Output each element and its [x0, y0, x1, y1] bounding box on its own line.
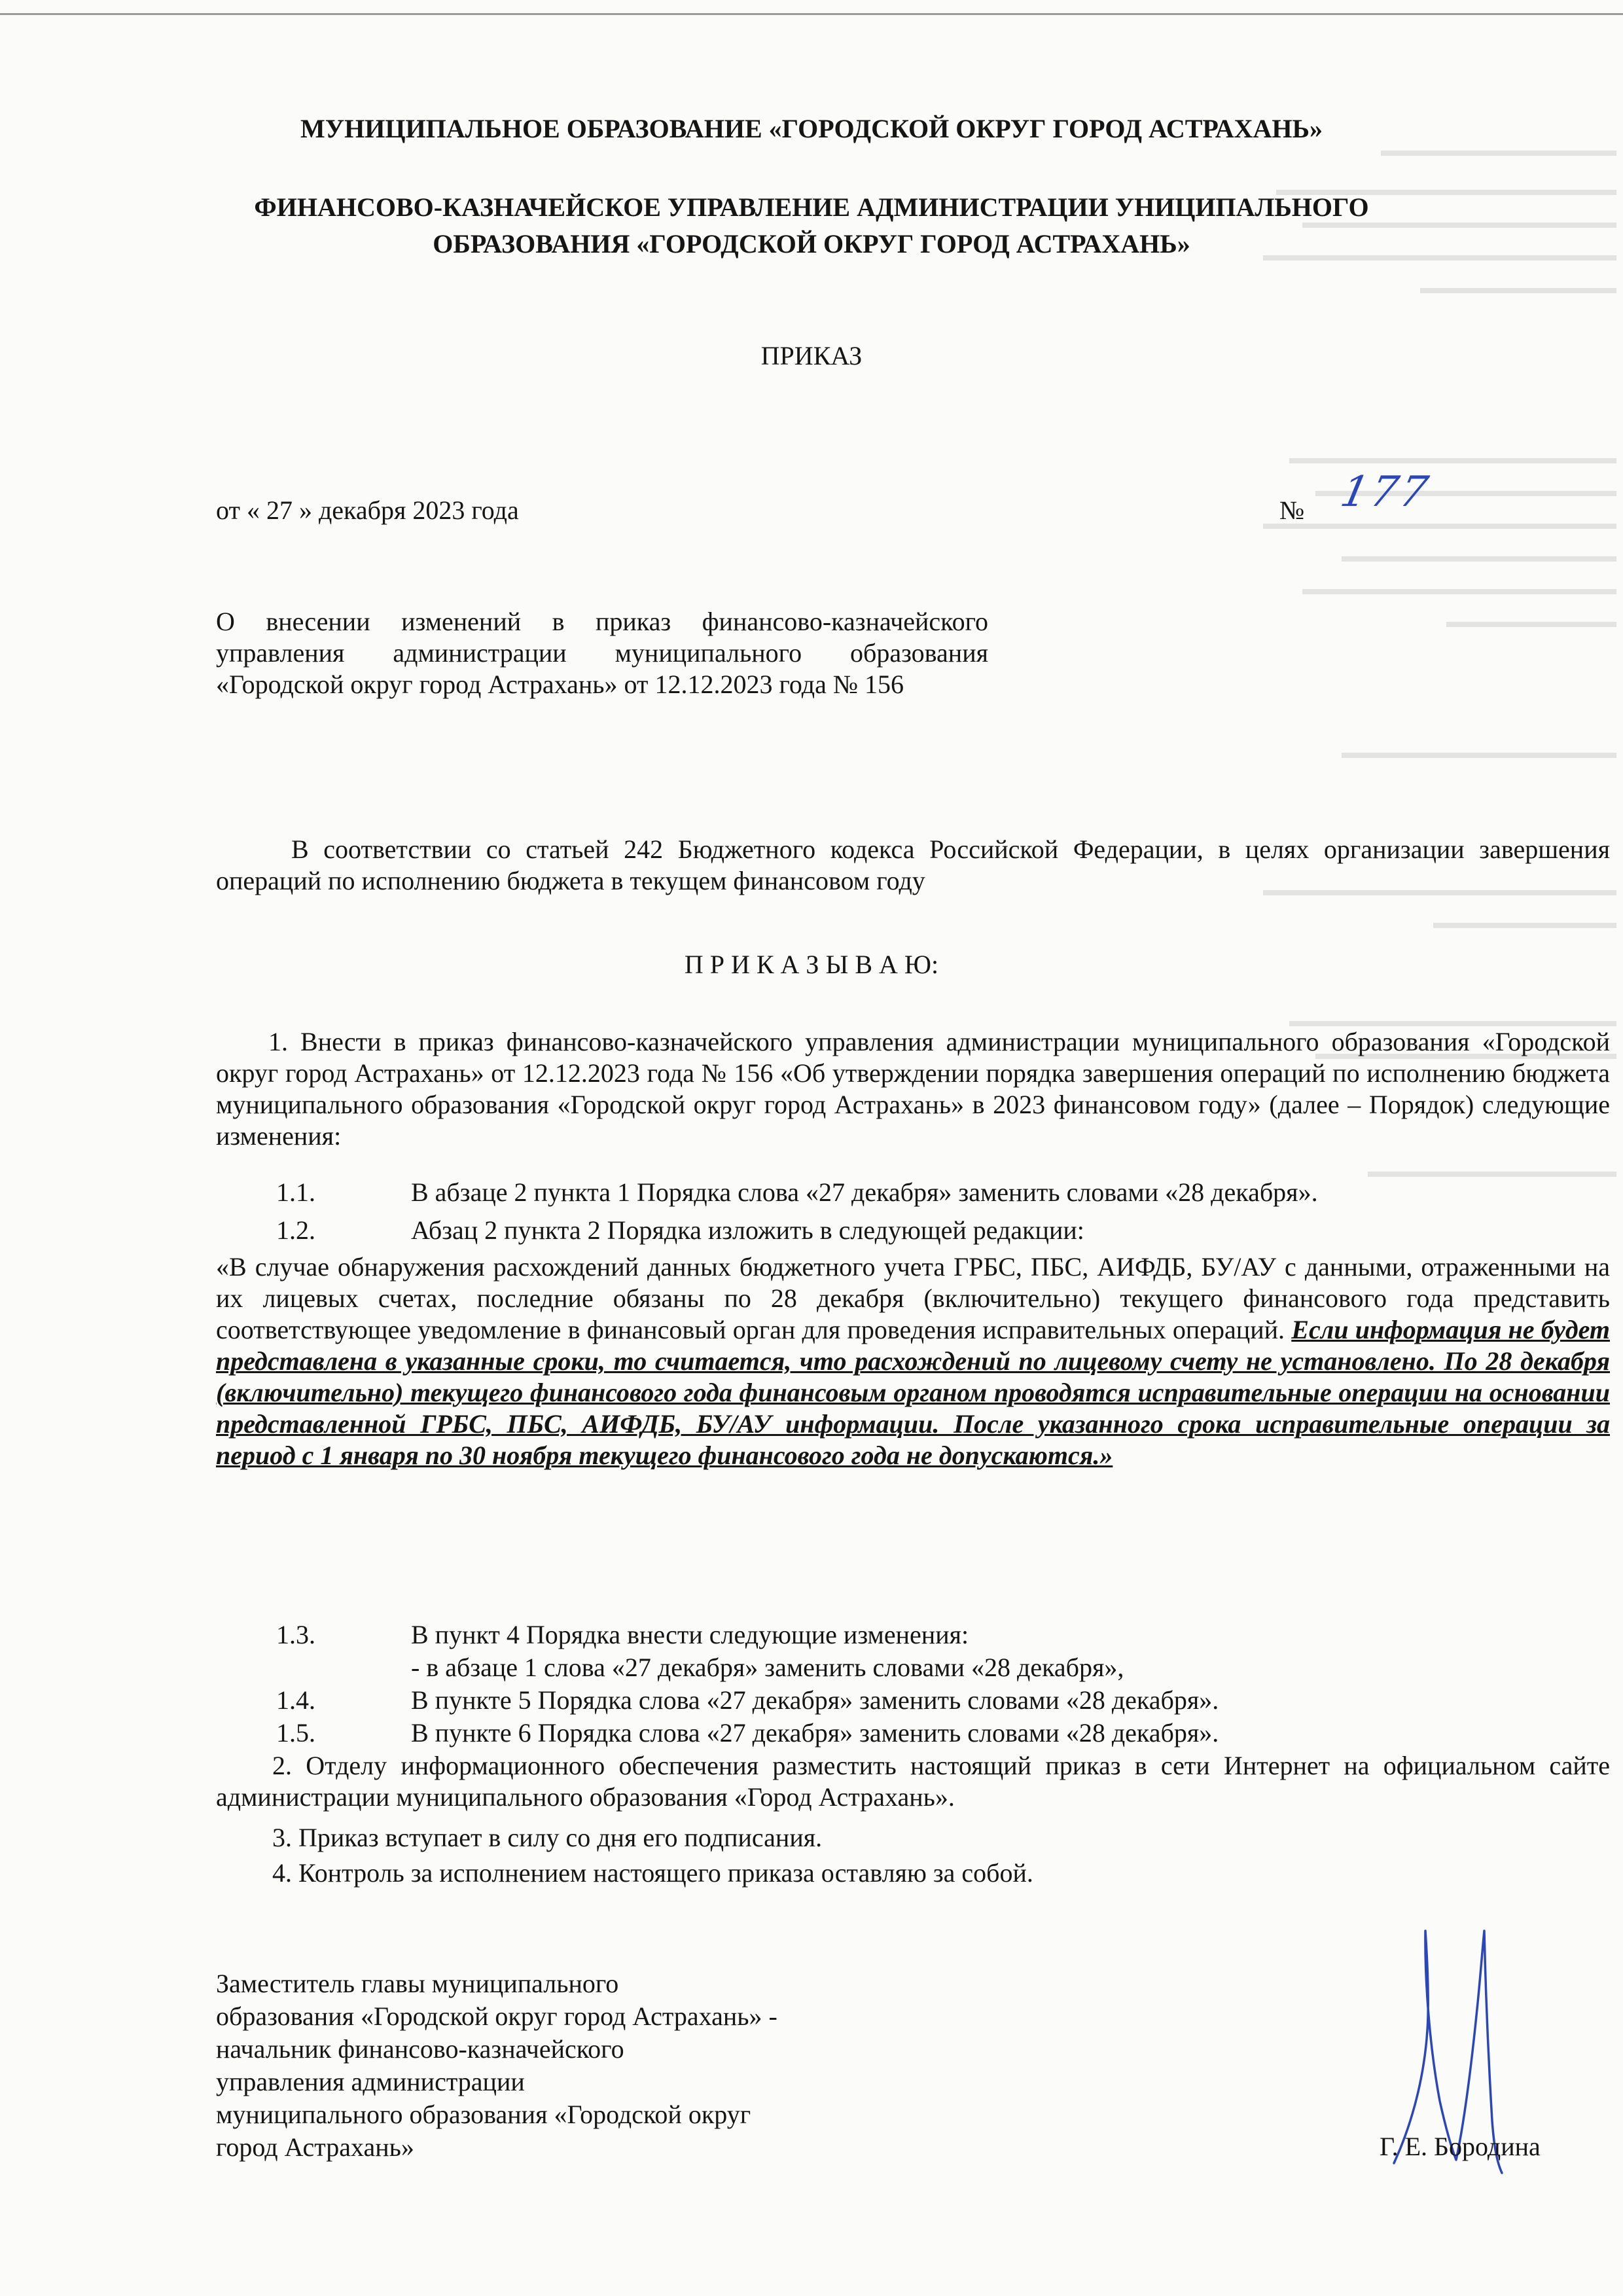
item-text: В абзаце 2 пункта 1 Порядка слова «27 декабря» заменить словами «28 декабря». — [411, 1177, 1318, 1207]
item-number: 1.2. — [276, 1215, 315, 1245]
header-department-line2: ОБРАЗОВАНИЯ «ГОРОДСКОЙ ОКРУГ ГОРОД АСТРАХАНЬ» — [433, 229, 1190, 259]
order-number-label: № — [1279, 495, 1305, 525]
header-municipality: МУНИЦИПАЛЬНОЕ ОБРАЗОВАНИЕ «ГОРОДСКОЙ ОКРУГ ГОРОД АСТРАХАНЬ» — [300, 114, 1323, 143]
preamble: В соответствии со статьей 242 Бюджетного кодекса Российской Федерации, в целях организации завершения операций по исполнению бюджета в текущем финансовом году — [216, 834, 1610, 895]
paragraph-2: 2. Отделу информационного обеспечения разместить настоящий приказ в сети Интернет на официальном сайте администрации муниципального образования «Город Астрахань». — [216, 1751, 1610, 1812]
item-subtext: - в абзаце 1 слова «27 декабря» заменить словами «28 декабря», — [411, 1653, 1124, 1682]
item-text: В пункте 5 Порядка слова «27 декабря» заменить словами «28 декабря». — [411, 1685, 1219, 1715]
paragraph-3: 3. Приказ вступает в силу со дня его подписания. — [272, 1823, 823, 1852]
paragraph-1: 1. Внести в приказ финансово-казначейского управления администрации муниципального образования «Городской округ город Астрахань» от 12.12.2023 года № 156 «Об утверждении порядка завершения операций по исполнению бюджета муниципального образования «Городской округ город Астрахань» в 2023 финансовом году» (далее – Порядок) следующие изменения: — [216, 1027, 1610, 1151]
item-text: В пункт 4 Порядка внести следующие изменения: — [411, 1620, 969, 1649]
signatory-title-line: муниципального образования «Городской округ — [216, 2100, 751, 2129]
item-number: 1.4. — [276, 1685, 315, 1715]
quote-emphasized-text: Если информация не будет представлена в указанные сроки, то считается, что расхождений по лицевому счету не установлено. По 28 декабря (включительно) текущего финансового года финансовым органом проводятся исправительные операции на основании представленной ГРБС, ПБС, АИФДБ, БУ/АУ информации. После указанного срока исправительные операции за период с 1 января по 30 ноября текущего финансового года не допускаются.» — [216, 1315, 1610, 1470]
doc-type-title: ПРИКАЗ — [760, 341, 863, 370]
signatory-title-line: начальник финансово-казначейского — [216, 2034, 624, 2064]
signatory-title-line: Заместитель главы муниципального — [216, 1969, 619, 1998]
header-department-line1: ФИНАНСОВО-КАЗНАЧЕЙСКОЕ УПРАВЛЕНИЕ АДМИНИСТРАЦИИ УНИЦИПАЛЬНОГО — [254, 192, 1369, 222]
quote-plain-text: «В случае обнаружения расхождений данных бюджетного учета ГРБС, ПБС, АИФДБ, БУ/АУ с данными, отраженными на их лицевых счетах, последние обязаны по 28 декабря (включительно) текущего финансового года представить соответствующее уведомление в финансовый орган для проведения исправительных операций. — [216, 1252, 1610, 1344]
order-heading: П Р И К А З Ы В А Ю: — [684, 950, 939, 979]
scan-edge-line — [0, 13, 1623, 15]
item-text: Абзац 2 пункта 2 Порядка изложить в следующей редакции: — [411, 1215, 1084, 1245]
signatory-name: Г. Е. Бородина — [1380, 2132, 1541, 2161]
amended-paragraph-quote — [216, 1251, 1610, 1471]
order-subject: О внесении изменений в приказ финансово-казначейского управления администрации муниципального образования «Городской округ город Астрахань» от 12.12.2023 года № 156 — [216, 607, 988, 699]
item-number: 1.5. — [276, 1718, 315, 1748]
order-date: от « 27 » декабря 2023 года — [216, 495, 519, 525]
item-text: В пункте 6 Порядка слова «27 декабря» заменить словами «28 декабря». — [411, 1718, 1219, 1748]
signatory-title-line: образования «Городской округ город Астрахань» - — [216, 2001, 777, 2031]
signatory-title — [216, 1967, 777, 2164]
signatory-title-line: город Астрахань» — [216, 2132, 414, 2162]
signatory-title-line: управления администрации — [216, 2067, 525, 2096]
item-number: 1.1. — [276, 1177, 315, 1207]
item-number: 1.3. — [276, 1620, 315, 1649]
order-number-handwritten: 177 — [1336, 468, 1435, 516]
paragraph-4: 4. Контроль за исполнением настоящего приказа оставляю за собой. — [272, 1858, 1033, 1888]
